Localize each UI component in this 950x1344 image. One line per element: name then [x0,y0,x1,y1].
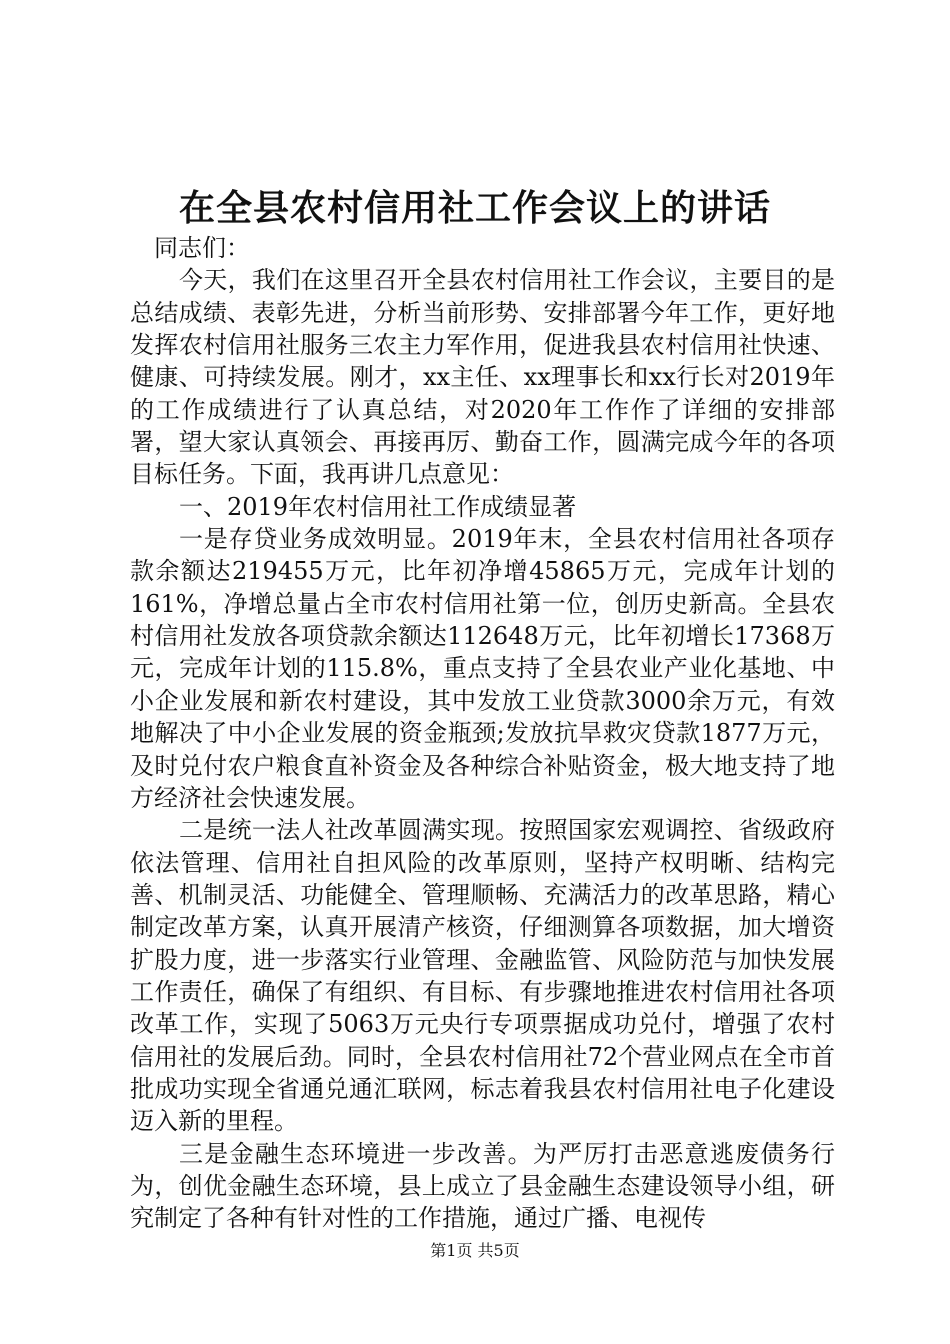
paragraph-financial-ecology: 三是金融生态环境进一步改善。为严厉打击恶意逃废债务行为，创优金融生态环境，县上成立了县金融生态建设领导小组，研究制定了各种有针对性的工作措施，通过广播、电视传 [130,1139,835,1233]
page-number-footer: 第1页 共5页 [430,1241,520,1260]
intro-paragraph: 今天，我们在这里召开全县农村信用社工作会议，主要目的是总结成绩、表彰先进，分析当前形势、安排部署今年工作，更好地发挥农村信用社服务三农主力军作用，促进我县农村信用社快速、健康、可持续发展。刚才，xx主任、xx理事长和xx行长对2019年的工作成绩进行了认真总结，对2020年工作作了详细的安排部署，望大家认真领会、再接再厉、勤奋工作，圆满完成今年的各项目标任务。下面，我再讲几点意见： [130,266,835,489]
paragraph-deposits-loans: 一是存贷业务成效明显。2019年末，全县农村信用社各项存款余额达219455万元，比年初净增45865万元，完成年计划的161%，净增总量占全市农村信用社第一位，创历史新高。全县农村信用社发放各项贷款余额达112648万元，比年初增长17368万元，完成年计划的115.8%，重点支持了全县农业产业化基地、中小企业发展和新农村建设，其中发放工业贷款3000余万元，有效地解决了中小企业发展的资金瓶颈;发放抗旱救灾贷款1877万元，及时兑付农户粮食直补资金及各种综合补贴资金，极大地支持了地方经济社会快速发展。 [130,525,835,812]
document-body [130,232,835,1235]
greeting-line: 同志们： [154,234,250,262]
paragraph-reform: 二是统一法人社改革圆满实现。按照国家宏观调控、省级政府依法管理、信用社自担风险的改革原则，坚持产权明晰、结构完善、机制灵活、功能健全、管理顺畅、充满活力的改革思路，精心制定改革方案，认真开展清产核资，仔细测算各项数据，加大增资扩股力度，进一步落实行业管理、金融监管、风险防范与加快发展工作责任，确保了有组织、有目标、有步骤地推进农村信用社各项改革工作，实现了5063万元央行专项票据成功兑付，增强了农村信用社的发展后劲。同时，全县农村信用社72个营业网点在全市首批成功实现全省通兑通汇联网，标志着我县农村信用社电子化建设迈入新的里程。 [130,816,835,1136]
section-heading: 一、2019年农村信用社工作成绩显著 [179,492,577,521]
document-title: 在全县农村信用社工作会议上的讲话 [178,187,771,229]
